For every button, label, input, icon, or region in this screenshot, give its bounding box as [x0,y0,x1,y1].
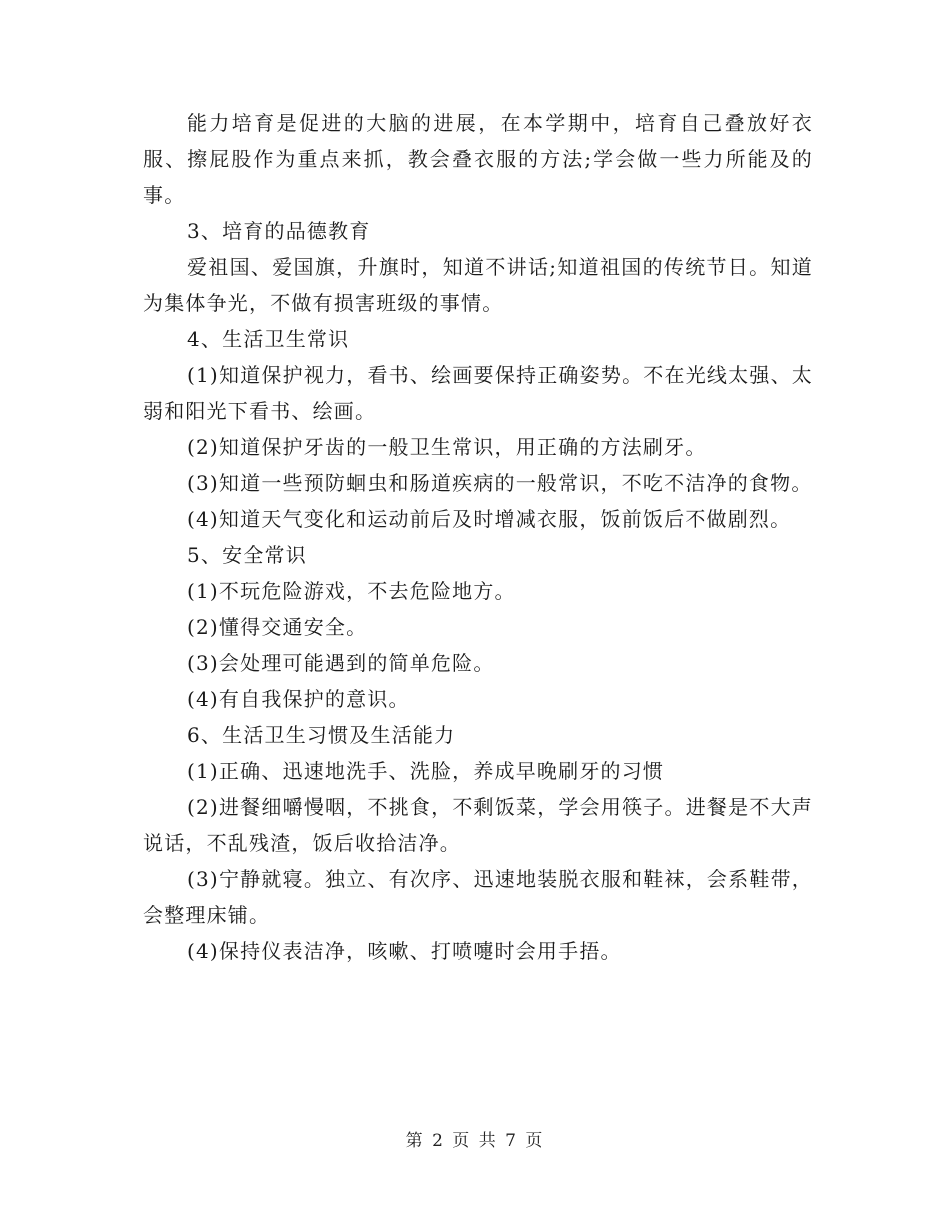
list-item: (2)懂得交通安全。 [187,615,368,639]
section-heading: 3、培育的品德教育 [187,219,371,243]
paragraph: 能力培育是促进的大脑的进展，在本学期中，培育自己叠放好衣服、擦屁股作为重点来抓，教会叠衣服的方法;学会做一些力所能及的事。 [143,111,813,207]
paragraph: 爱祖国、爱国旗，升旗时，知道不讲话;知道祖国的传统节日。知道为集体争光，不做有损害班级的事情。 [143,255,813,315]
list-item: (3)会处理可能遇到的简单危险。 [187,651,495,675]
list-item: (1)知道保护视力，看书、绘画要保持正确姿势。不在光线太强、太弱和阳光下看书、绘画。 [143,363,813,423]
list-item: (2)进餐细嚼慢咽，不挑食，不剩饭菜，学会用筷子。进餐是不大声说话，不乱残渣，饭后收拾洁净。 [143,795,813,855]
section-heading: 5、安全常识 [187,543,307,567]
list-item: (1)不玩危险游戏，不去危险地方。 [187,579,516,603]
page-number-footer: 第 2 页 共 7 页 [405,1131,545,1151]
list-item: (3)知道一些预防蛔虫和肠道疾病的一般常识，不吃不洁净的食物。 [187,471,813,495]
list-item: (2)知道保护牙齿的一般卫生常识，用正确的方法刷牙。 [187,435,707,459]
list-item: (4)知道天气变化和运动前后及时增减衣服，饭前饭后不做剧烈。 [187,507,792,531]
list-item: (1)正确、迅速地洗手、洗脸，养成早晚刷牙的习惯 [187,759,665,783]
list-item: (4)有自我保护的意识。 [187,687,410,711]
list-item: (3)宁静就寝。独立、有次序、迅速地装脱衣服和鞋袜，会系鞋带，会整理床铺。 [143,867,813,927]
section-heading: 6、生活卫生习惯及生活能力 [187,723,456,747]
section-heading: 4、生活卫生常识 [187,327,350,351]
list-item: (4)保持仪表洁净，咳嗽、打喷嚏时会用手捂。 [187,939,622,963]
document-body [143,105,813,969]
